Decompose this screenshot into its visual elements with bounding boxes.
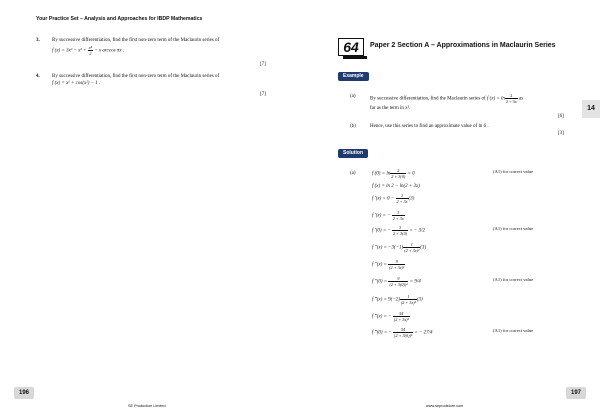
solution-step (372, 210, 405, 221)
solution-step (372, 225, 425, 236)
solution-step-mark: (A1) for correct value (493, 169, 534, 174)
solution-step-denominator: (2 + 3x)² (389, 265, 405, 270)
question-3-marks: [7] (260, 62, 266, 67)
solution-step-numerator: 54 (393, 327, 413, 333)
solution-step-numerator: 1 (396, 193, 409, 199)
solution-step-rhs: = − 3/2 (408, 228, 425, 234)
example-part-a-continuation: far as the term in x². (370, 106, 411, 111)
example-part-a-label: (a) (350, 94, 356, 99)
solution-step (372, 276, 421, 287)
solution-step-rhs: = − 27/4 (413, 330, 433, 336)
question-3-frac-num: x⁴ (88, 45, 93, 50)
example-part-b-marks: [3] (558, 131, 564, 136)
question-4-function: f (x) = x² + cos(x²) − 1 . (52, 81, 101, 86)
solution-step-numerator: 3 (392, 210, 405, 216)
example-part-a-text-pre: By successive differentiation, find the Maclaurin series of (370, 96, 486, 102)
solution-step-lhs: f ‴(x) = 9(−2) (372, 297, 400, 303)
solution-step-lhs: f ‴(x) = − (372, 314, 393, 320)
solution-step-numerator: 9 (388, 259, 405, 265)
solution-label: Solution (338, 149, 368, 158)
example-part-b-text: Hence, use this series to find an approximate value of ln 6 . (370, 124, 489, 129)
solution-step (372, 327, 433, 338)
example-part-b-label: (b) (350, 124, 356, 129)
solution-step-lhs: f ′(x) = 0 − (372, 196, 396, 202)
solution-step-rhs: = 0 (406, 171, 415, 177)
solution-step-denominator: (2 + 3(0))³ (394, 333, 413, 338)
question-4-marks: [7] (260, 92, 266, 97)
solution-step-rhs: = 9/4 (408, 279, 421, 285)
solution-step (372, 168, 415, 179)
example-part-a-func-num: 2 (505, 93, 518, 99)
right-footer: www.seprodstore.com (426, 404, 464, 408)
question-3-number: 3. (36, 38, 40, 43)
solution-step-mark: (A1) for correct value (493, 277, 534, 282)
example-part-a-text (370, 93, 570, 104)
solution-step-denominator: (2 + 3(0))² (389, 282, 408, 287)
section-title: Paper 2 Section A – Approximations in Maclaurin Series (370, 42, 556, 49)
question-3-frac-den: 2 (89, 51, 92, 56)
solution-step (372, 193, 414, 204)
running-title: Your Practice Set – Analysis and Approaches for IBDP Mathematics (36, 16, 203, 22)
example-part-a-marks: [6] (558, 114, 564, 119)
solution-step-denominator: (2 + 3x)³ (400, 300, 416, 305)
solution-step-rhs: (3) (420, 245, 427, 251)
solution-step-lhs: f (0) = ln (372, 171, 391, 177)
left-page-number: 196 (14, 387, 34, 399)
solution-step (372, 311, 410, 322)
solution-step-numerator: 1 (400, 294, 417, 300)
solution-step-mark: (A1) for correct value (493, 226, 534, 231)
solution-step-lhs: f ′(x) = − (372, 213, 392, 219)
solution-step-lhs: f ′(0) = − (372, 228, 393, 234)
solution-step-denominator: 2 + 3x (392, 216, 404, 221)
solution-step-numerator: 9 (388, 276, 408, 282)
question-3-function-lhs: f (x) = 3x² − x³ + (52, 48, 88, 54)
solution-step-lhs: f ″(0) = (372, 279, 389, 285)
solution-step-denominator: 2 + 3(0) (393, 231, 408, 236)
solution-step-numerator: 3 (392, 225, 408, 231)
solution-step-rhs: (3) (416, 297, 423, 303)
solution-step-lhs: f ‴(0) = − (372, 330, 394, 336)
solution-step (372, 184, 420, 190)
question-3-function (52, 45, 124, 56)
solution-step-denominator: 2 + 3(0) (391, 174, 406, 179)
solution-step-lhs: f ″(x) = −3(−1) (372, 245, 404, 251)
solution-step-numerator: 54 (393, 311, 410, 317)
solution-step-lhs: f ″(x) = (372, 262, 389, 268)
solution-step-denominator: 2 + 3x (396, 199, 408, 204)
question-4-text: By successive differentiation, find the first non-zero term of the Maclaurin series of (52, 74, 220, 79)
solution-step-lhs: f (x) = ln 2 − ln(2 + 3x) (372, 184, 420, 189)
example-part-a-func-den: 2 + 3x (505, 99, 517, 104)
question-4-number: 4. (36, 74, 40, 79)
solution-step-denominator: (2 + 3x)² (404, 248, 420, 253)
question-3-function-rhs: − x arccos πx . (93, 48, 125, 54)
example-part-a-text-post: as (518, 96, 524, 102)
solution-step (372, 259, 405, 270)
solution-part-a-label: (a) (350, 171, 356, 176)
chapter-side-tab: 14 (582, 100, 600, 118)
solution-step-numerator: 2 (390, 168, 406, 174)
question-3-text: By successive differentiation, find the first non-zero term of the Maclaurin series of (52, 38, 220, 43)
solution-step-numerator: 1 (403, 242, 420, 248)
solution-step (372, 294, 423, 305)
solution-step (372, 242, 426, 253)
example-label: Example (338, 72, 369, 81)
solution-step-rhs: (3) (408, 196, 415, 202)
left-footer: SE Production Limited (128, 404, 166, 408)
example-part-a-func-pre: f (x) = ln (486, 96, 505, 102)
solution-step-mark: (A1) for correct value (493, 328, 534, 333)
right-page-number: 197 (566, 387, 586, 399)
section-number-badge: 64 (338, 38, 364, 56)
solution-step-denominator: (2 + 3x)³ (393, 317, 409, 322)
